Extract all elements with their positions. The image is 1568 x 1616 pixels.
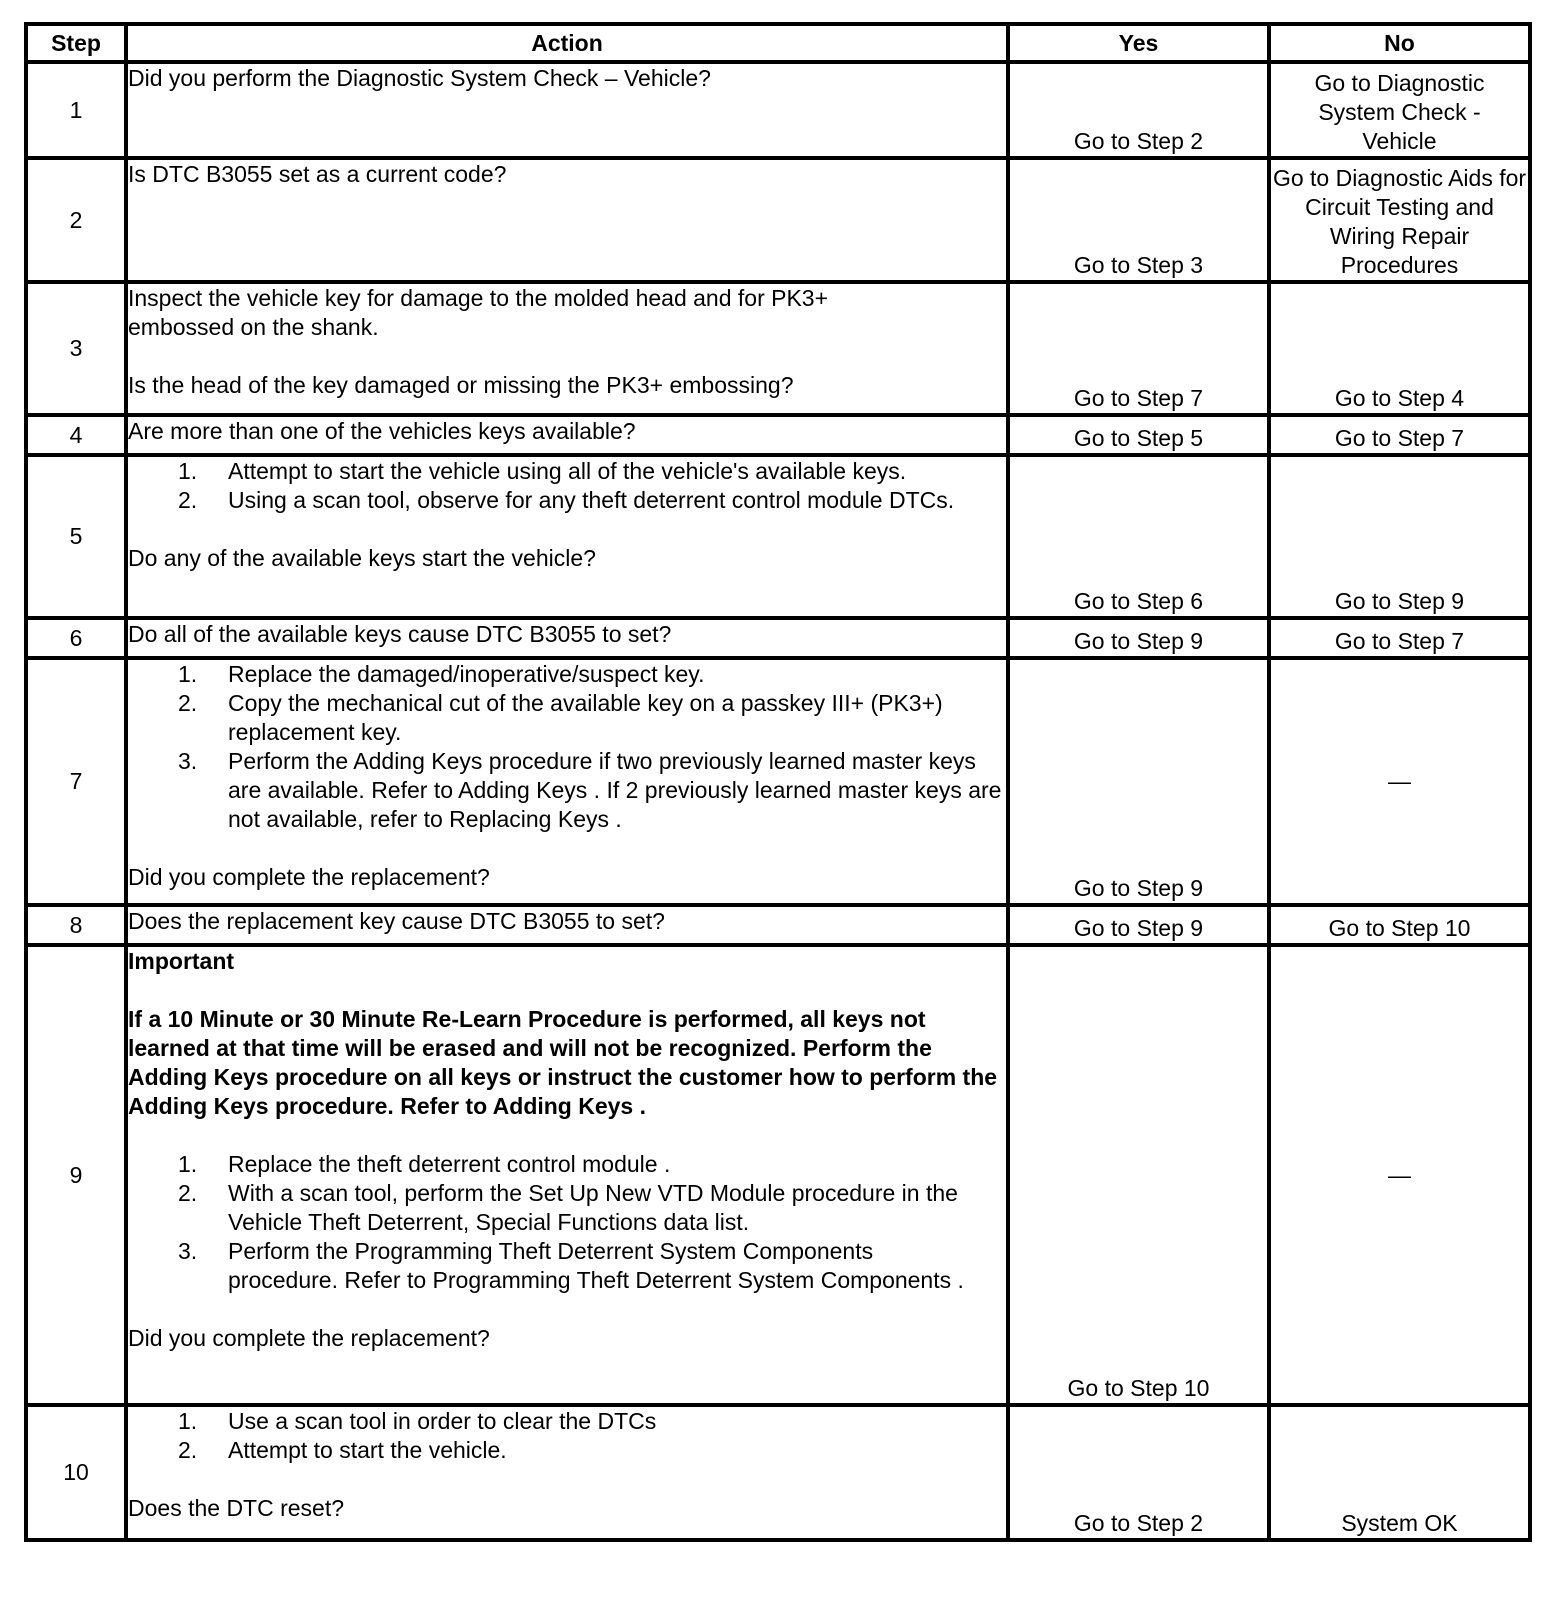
list-item: 1. Attempt to start the vehicle using all of the vehicle's available keys. (178, 458, 907, 484)
table-row (26, 945, 1530, 1405)
table-row (26, 415, 1530, 455)
action-cell (126, 415, 1008, 455)
action-text: Do all of the available keys cause DTC B3055 to set? (128, 621, 672, 647)
procedure-list (128, 1150, 1006, 1295)
list-item: 2. Attempt to start the vehicle. (178, 1437, 507, 1463)
table-row (26, 282, 1530, 415)
list-item: 2. With a scan tool, perform the Set Up New VTD Module procedure in the Vehicle Theft Deterrent, Special Functions data list. (178, 1180, 958, 1235)
action-cell (126, 1405, 1008, 1540)
step-number: 4 (26, 415, 126, 455)
no-cell: — (1269, 945, 1530, 1405)
list-item: 1. Use a scan tool in order to clear the DTCs (178, 1408, 657, 1434)
header-no: No (1269, 24, 1530, 62)
table-header-row (26, 24, 1530, 62)
step-number: 2 (26, 158, 126, 282)
action-question: Do any of the available keys start the vehicle? (128, 545, 596, 571)
no-cell: Go to Diagnostic System Check - Vehicle (1269, 62, 1530, 158)
yes-cell: Go to Step 3 (1008, 158, 1269, 282)
list-item: 1. Replace the theft deterrent control module . (178, 1151, 671, 1177)
action-question: Is the head of the key damaged or missing the PK3+ embossing? (128, 372, 794, 398)
step-number: 6 (26, 618, 126, 658)
action-question: Does the DTC reset? (128, 1495, 345, 1521)
header-action: Action (126, 24, 1008, 62)
yes-cell: Go to Step 6 (1008, 455, 1269, 618)
table-row (26, 905, 1530, 945)
no-cell: Go to Step 4 (1269, 282, 1530, 415)
no-cell: Go to Step 9 (1269, 455, 1530, 618)
no-cell: Go to Diagnostic Aids for Circuit Testing and Wiring Repair Procedures (1269, 158, 1530, 282)
action-question: Did you complete the replacement? (128, 1325, 490, 1351)
important-note: If a 10 Minute or 30 Minute Re-Learn Procedure is performed, all keys not learned at that time will be erased and will not be recognized. Perform the Adding Keys procedure on all keys or instruct the customer how to perform the Adding Keys procedure. Refer to Adding Keys . (128, 1006, 998, 1119)
yes-cell: Go to Step 5 (1008, 415, 1269, 455)
step-number: 9 (26, 945, 126, 1405)
no-cell: Go to Step 10 (1269, 905, 1530, 945)
action-cell (126, 658, 1008, 905)
action-cell (126, 905, 1008, 945)
yes-cell: Go to Step 9 (1008, 658, 1269, 905)
step-number: 3 (26, 282, 126, 415)
important-title: Important (128, 948, 235, 974)
procedure-list (128, 457, 1006, 515)
action-cell (126, 282, 1008, 415)
action-text: Are more than one of the vehicles keys available? (128, 418, 636, 444)
table-row (26, 455, 1530, 618)
procedure-list (128, 660, 1006, 834)
yes-cell: Go to Step 9 (1008, 618, 1269, 658)
action-text: Does the replacement key cause DTC B3055 to set? (128, 908, 665, 934)
step-number: 7 (26, 658, 126, 905)
step-number: 1 (26, 62, 126, 158)
yes-cell: Go to Step 10 (1008, 945, 1269, 1405)
action-text: Inspect the vehicle key for damage to the molded head and for PK3+ embossed on the shank. (128, 285, 829, 340)
action-text: Is DTC B3055 set as a current code? (128, 161, 507, 187)
header-yes: Yes (1008, 24, 1269, 62)
list-item: 2. Copy the mechanical cut of the available key on a passkey III+ (PK3+) replacement key. (178, 690, 943, 745)
action-cell (126, 945, 1008, 1405)
list-item: 1. Replace the damaged/inoperative/suspect key. (178, 661, 705, 687)
list-item: 3. Perform the Programming Theft Deterrent System Components procedure. Refer to Programming Theft Deterrent System Components . (178, 1238, 964, 1293)
header-step: Step (26, 24, 126, 62)
yes-cell: Go to Step 2 (1008, 1405, 1269, 1540)
table-row (26, 1405, 1530, 1540)
diagnostic-table (24, 22, 1532, 1542)
action-cell (126, 455, 1008, 618)
table-row (26, 618, 1530, 658)
yes-cell: Go to Step 7 (1008, 282, 1269, 415)
step-number: 10 (26, 1405, 126, 1540)
step-number: 8 (26, 905, 126, 945)
yes-cell: Go to Step 2 (1008, 62, 1269, 158)
procedure-list (128, 1407, 1006, 1465)
no-cell: Go to Step 7 (1269, 618, 1530, 658)
action-question: Did you complete the replacement? (128, 864, 490, 890)
action-cell (126, 62, 1008, 158)
step-number: 5 (26, 455, 126, 618)
action-cell (126, 618, 1008, 658)
no-cell: System OK (1269, 1405, 1530, 1540)
yes-cell: Go to Step 9 (1008, 905, 1269, 945)
no-cell: — (1269, 658, 1530, 905)
table-row (26, 158, 1530, 282)
table-row (26, 658, 1530, 905)
table-row (26, 62, 1530, 158)
list-item: 3. Perform the Adding Keys procedure if two previously learned master keys are available. Refer to Adding Keys . If 2 previously learned master keys are not available, refer to Replacing Keys . (178, 748, 1002, 832)
action-text: Did you perform the Diagnostic System Check – Vehicle? (128, 65, 711, 91)
list-item: 2. Using a scan tool, observe for any theft deterrent control module DTCs. (178, 487, 955, 513)
no-cell: Go to Step 7 (1269, 415, 1530, 455)
action-cell (126, 158, 1008, 282)
